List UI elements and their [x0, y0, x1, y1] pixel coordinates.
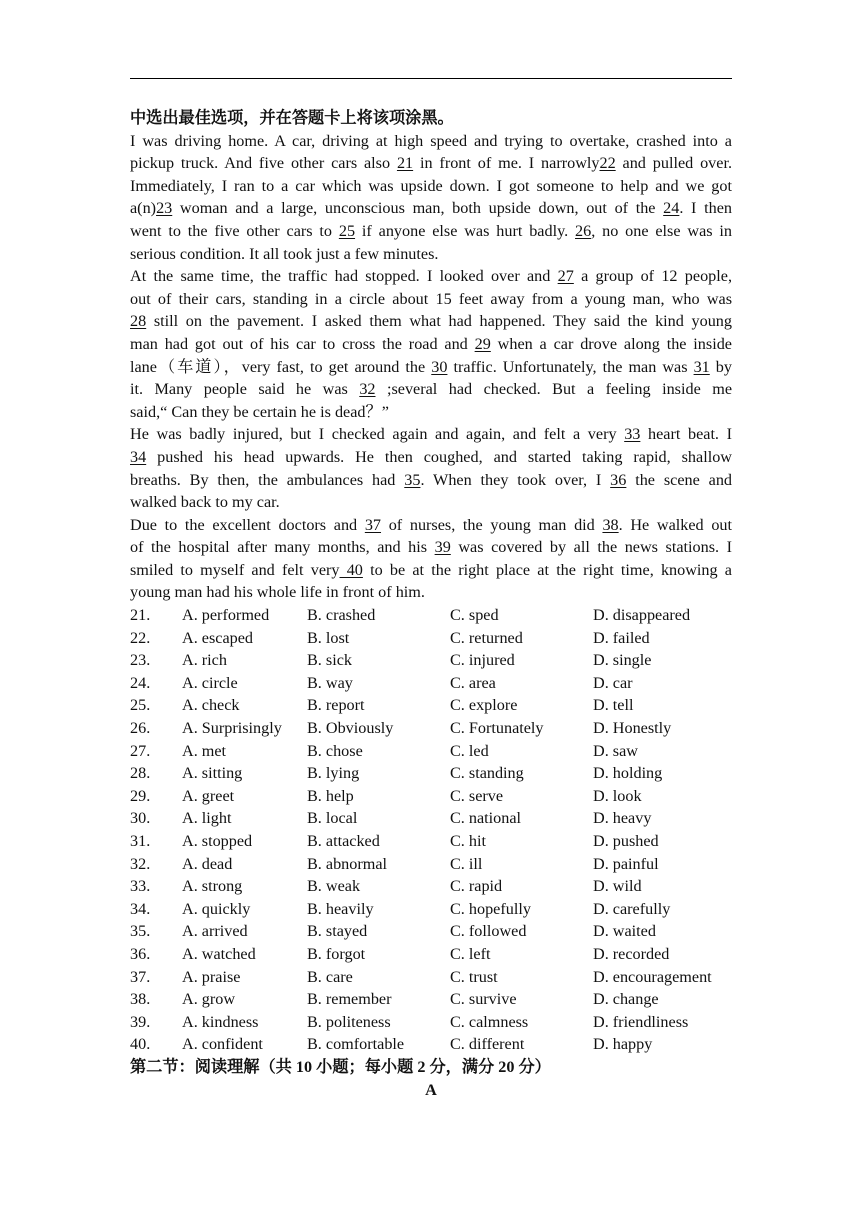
option-a: A. rich — [182, 651, 227, 670]
question-number: 31. — [130, 832, 151, 850]
option-row — [130, 943, 732, 966]
passage-line: young man had his whole life in front of him. — [130, 583, 425, 602]
option-row — [130, 694, 732, 717]
blank-40: 40 — [339, 560, 363, 579]
option-b: B. help — [307, 786, 354, 805]
option-row — [130, 920, 732, 943]
blank-23: 23 — [156, 199, 173, 218]
option-d: D. pushed — [593, 832, 659, 850]
option-row — [130, 875, 732, 898]
question-number: 23. — [130, 651, 151, 670]
blank-21: 21 — [396, 154, 414, 173]
exam-content — [130, 107, 732, 1101]
blank-34: 34 — [130, 447, 147, 466]
question-number: 30. — [130, 809, 151, 828]
passage-line: walked back to my car. — [130, 493, 280, 512]
instruction-text: 中选出最佳选项，并在答题卡上将该项涂黑。 — [130, 109, 454, 127]
option-row — [130, 807, 732, 830]
option-d: D. waited — [593, 922, 656, 941]
question-number: 35. — [130, 922, 151, 941]
option-b: B. care — [307, 967, 353, 986]
option-a: A. kindness — [182, 1012, 259, 1031]
passage-line: breaths. By then, the ambulances had 35. When they took over, I 36 the scene and — [130, 470, 732, 489]
passage-line: it. Many people said he was 32 ;several had checked. But a feeling inside me — [130, 380, 732, 399]
option-a: A. met — [182, 741, 227, 760]
question-number: 33. — [130, 877, 151, 896]
option-b: B. weak — [307, 877, 361, 896]
question-number: 26. — [130, 719, 151, 738]
option-c: C. left — [450, 944, 491, 963]
option-row — [130, 1011, 732, 1034]
option-row — [130, 672, 732, 695]
option-c: C. ill — [450, 854, 483, 873]
passage-line: 28 still on the pavement. I asked them what had happened. They said the kind young — [130, 312, 732, 331]
header-rule — [130, 78, 732, 79]
option-a: A. greet — [182, 786, 235, 805]
passage-line: man had got out of his car to cross the road and 29 when a car drove along the inside — [130, 334, 732, 353]
option-a: A. strong — [182, 877, 243, 896]
passage-line: a(n)23 woman and a large, unconscious man, both upside down, out of the 24. I then — [130, 199, 732, 218]
question-number: 32. — [130, 854, 151, 873]
blank-26: 26 — [575, 221, 592, 240]
question-number: 25. — [130, 696, 151, 715]
option-d: D. recorded — [593, 944, 670, 963]
option-c: C. standing — [450, 764, 524, 783]
passage-line: He was badly injured, but I checked again and again, and felt a very 33 heart beat. I — [130, 425, 732, 444]
option-b: B. politeness — [307, 1012, 391, 1031]
question-number: 28. — [130, 764, 151, 783]
blank-38: 38 — [602, 515, 619, 534]
option-a: A. confident — [182, 1035, 263, 1054]
option-c: C. calmness — [450, 1012, 529, 1031]
option-b: B. local — [307, 809, 358, 828]
option-c: C. national — [450, 809, 522, 828]
blank-32: 32 — [359, 380, 376, 399]
option-b: B. heavily — [307, 899, 374, 918]
option-a: A. escaped — [182, 628, 254, 647]
blank-33: 33 — [624, 425, 641, 444]
question-number: 37. — [130, 967, 151, 986]
passage-line: I was driving home. A car, driving at high speed and trying to overtake, crashed into a — [130, 131, 732, 150]
option-d: D. carefully — [593, 899, 671, 918]
option-d: D. heavy — [593, 809, 652, 828]
question-number: 27. — [130, 741, 151, 760]
option-row — [130, 830, 732, 853]
option-c: C. serve — [450, 786, 504, 805]
option-b: B. Obviously — [307, 719, 394, 738]
option-a: A. sitting — [182, 764, 243, 783]
option-d: D. single — [593, 651, 652, 670]
option-d: D. happy — [593, 1035, 653, 1054]
passage-heading: A — [425, 1080, 437, 1099]
option-a: A. arrived — [182, 922, 248, 941]
option-c: C. survive — [450, 990, 517, 1009]
option-b: B. stayed — [307, 922, 368, 941]
blank-22: 22 — [599, 154, 616, 173]
option-d: D. failed — [593, 628, 650, 647]
question-number: 24. — [130, 673, 151, 692]
blank-35: 35 — [404, 470, 421, 489]
option-a: A. Surprisingly — [182, 719, 282, 738]
option-d: D. change — [593, 990, 659, 1009]
question-number: 21. — [130, 606, 151, 625]
option-row — [130, 604, 732, 627]
passage-line: serious condition. It all took just a few minutes. — [130, 244, 439, 263]
option-b: B. way — [307, 673, 353, 692]
blank-30: 30 — [431, 357, 448, 376]
option-d: D. disappeared — [593, 606, 691, 625]
passage-line: smiled to myself and felt very 40 to be at the right place at the right time, knowing a — [130, 560, 732, 579]
blank-27: 27 — [557, 267, 574, 286]
option-b: B. lying — [307, 764, 360, 783]
cloze-passage — [130, 130, 732, 604]
option-d: D. saw — [593, 741, 638, 760]
option-b: B. abnormal — [307, 854, 388, 873]
option-row — [130, 649, 732, 672]
option-c: C. explore — [450, 696, 518, 715]
option-d: D. car — [593, 673, 633, 692]
passage-line: Due to the excellent doctors and 37 of nurses, the young man did 38. He walked out — [130, 515, 732, 534]
option-d: D. look — [593, 786, 642, 805]
option-a: A. performed — [182, 606, 270, 625]
question-number: 39. — [130, 1012, 151, 1031]
option-c: C. returned — [450, 628, 523, 647]
blank-36: 36 — [610, 470, 627, 489]
option-b: B. lost — [307, 628, 350, 647]
option-b: B. chose — [307, 741, 363, 760]
question-number: 36. — [130, 944, 151, 963]
passage-line: lane（车道），very fast, to get around the 30 traffic. Unfortunately, the man was 31 by — [130, 357, 732, 376]
option-row — [130, 740, 732, 763]
option-row — [130, 898, 732, 921]
option-a: A. circle — [182, 673, 238, 692]
option-d: D. holding — [593, 764, 663, 783]
option-c: C. injured — [450, 651, 515, 670]
option-c: C. different — [450, 1035, 525, 1054]
option-a: A. dead — [182, 854, 233, 873]
option-c: C. trust — [450, 967, 498, 986]
blank-28: 28 — [130, 312, 147, 331]
option-row — [130, 1033, 732, 1056]
options-list — [130, 604, 732, 1056]
option-c: C. rapid — [450, 877, 503, 896]
blank-39: 39 — [434, 538, 451, 557]
option-b: B. forgot — [307, 944, 366, 963]
option-row — [130, 853, 732, 876]
option-a: A. grow — [182, 990, 236, 1009]
question-number: 22. — [130, 628, 151, 647]
option-b: B. comfortable — [307, 1035, 405, 1054]
option-c: C. hit — [450, 832, 486, 850]
option-c: C. hopefully — [450, 899, 531, 918]
option-c: C. followed — [450, 922, 527, 941]
passage-line: went to the five other cars to 25 if anyone else was hurt badly. 26, no one else was in — [130, 221, 732, 240]
option-a: A. check — [182, 696, 240, 715]
option-a: A. quickly — [182, 899, 251, 918]
option-c: C. Fortunately — [450, 719, 544, 738]
passage-line: of the hospital after many months, and his 39 was covered by all the news stations. I — [130, 538, 732, 557]
option-a: A. light — [182, 809, 232, 828]
option-row — [130, 966, 732, 989]
option-c: C. sped — [450, 606, 499, 625]
option-b: B. remember — [307, 990, 392, 1009]
question-number: 29. — [130, 786, 151, 805]
option-row — [130, 762, 732, 785]
question-number: 34. — [130, 899, 151, 918]
option-d: D. encouragement — [593, 967, 712, 986]
option-row — [130, 785, 732, 808]
option-row — [130, 627, 732, 650]
option-b: B. crashed — [307, 606, 376, 625]
passage-line: pickup truck. And five other cars also 21 in front of me. I narrowly22 and pulled over. — [130, 154, 732, 173]
question-number: 40. — [130, 1035, 151, 1054]
option-b: B. attacked — [307, 832, 380, 850]
option-c: C. area — [450, 673, 496, 692]
option-row — [130, 717, 732, 740]
option-d: D. Honestly — [593, 719, 672, 738]
option-d: D. painful — [593, 854, 659, 873]
blank-37: 37 — [364, 515, 382, 534]
option-a: A. watched — [182, 944, 256, 963]
blank-24: 24 — [663, 199, 680, 218]
option-d: D. friendliness — [593, 1012, 689, 1031]
section-heading: 第二节：阅读理解（共 10 小题；每小题 2 分，满分 20 分） — [130, 1057, 551, 1076]
question-number: 38. — [130, 990, 151, 1009]
option-d: D. tell — [593, 696, 634, 715]
option-b: B. report — [307, 696, 365, 715]
option-a: A. praise — [182, 967, 241, 986]
blank-25: 25 — [338, 221, 356, 240]
option-b: B. sick — [307, 651, 352, 670]
blank-29: 29 — [474, 334, 491, 353]
option-row — [130, 988, 732, 1011]
passage-line: 34 pushed his head upwards. He then coughed, and started taking rapid, shallow — [130, 447, 732, 466]
blank-31: 31 — [693, 357, 710, 376]
passage-line: said,“ Can they be certain he is dead？” — [130, 402, 389, 421]
passage-line: At the same time, the traffic had stopped. I looked over and 27 a group of 12 people, — [130, 267, 732, 286]
option-d: D. wild — [593, 877, 642, 896]
passage-line: Immediately, I ran to a car which was upside down. I got someone to help and we got — [130, 176, 732, 195]
option-a: A. stopped — [182, 832, 253, 850]
option-c: C. led — [450, 741, 489, 760]
passage-line: out of their cars, standing in a circle about 15 feet away from a young man, who was — [130, 289, 732, 308]
